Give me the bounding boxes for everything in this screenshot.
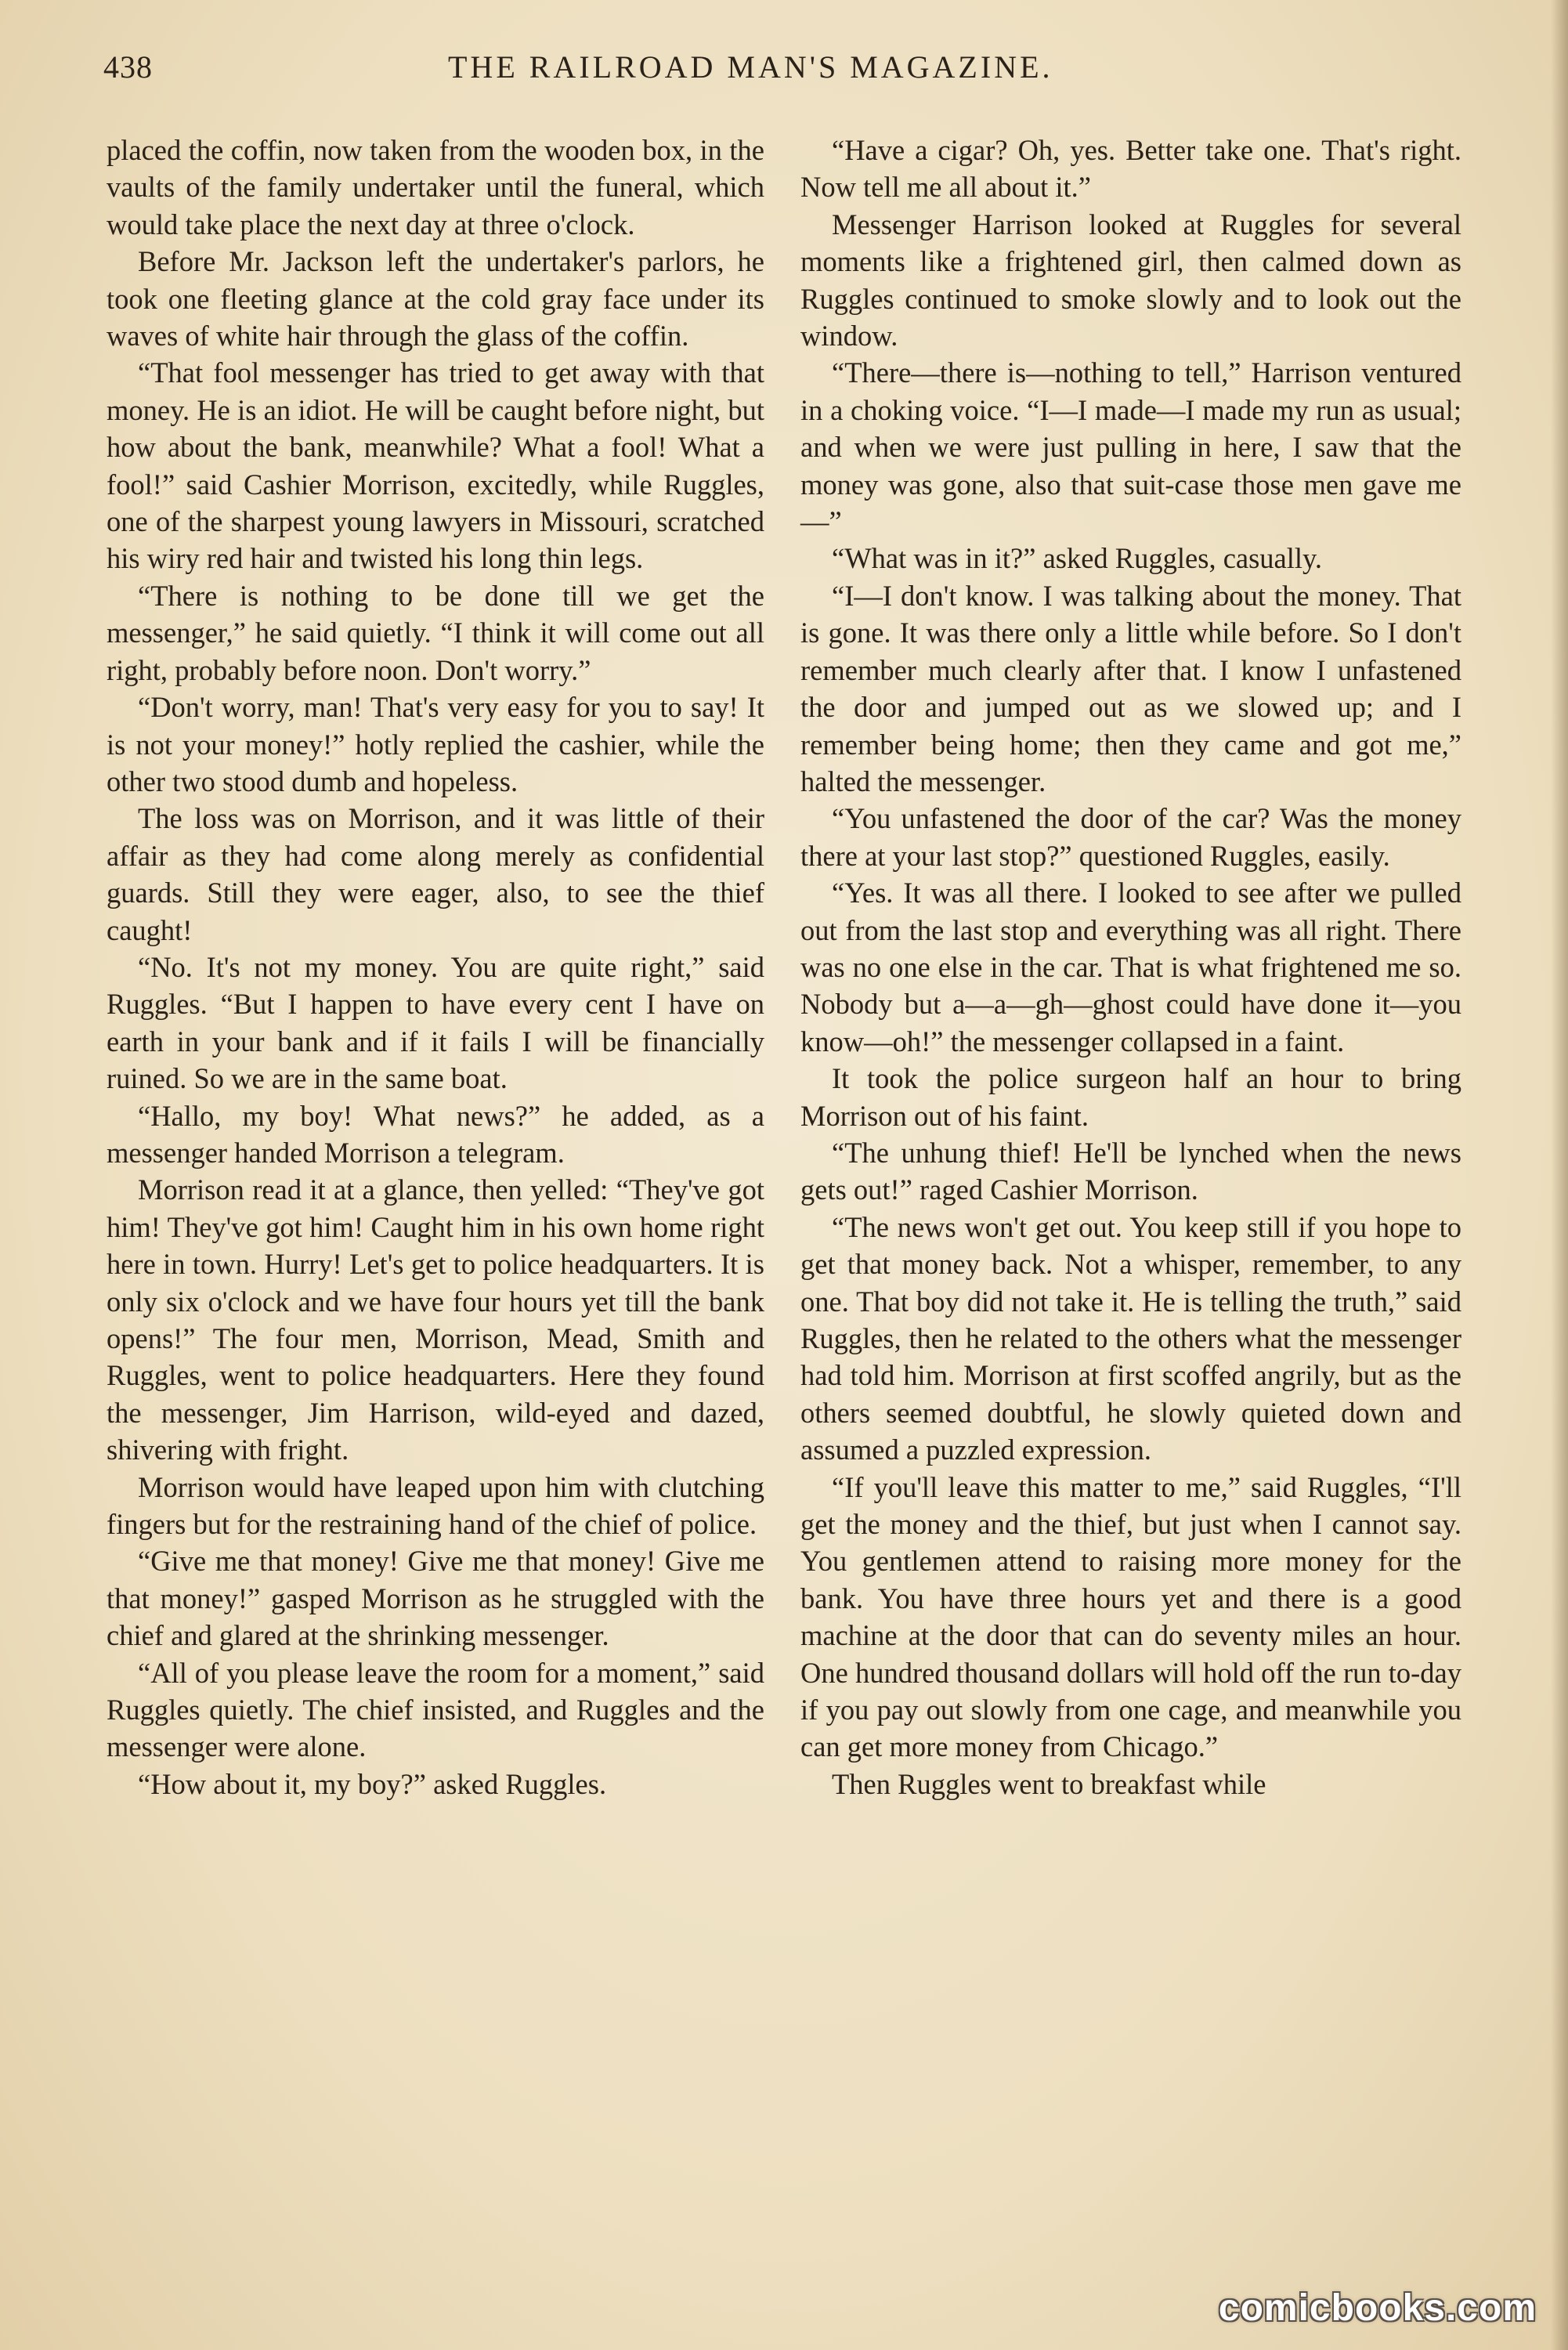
paragraph: Messenger Harrison looked at Ruggles for several moments like a frightened girl, then calmed down as Ruggles continued to smoke slowly and to look out the window. — [800, 208, 1461, 352]
page-edge-shadow — [1551, 0, 1568, 2350]
paragraph: “Have a cigar? Oh, yes. Better take one. That's right. Now tell me all about it.” — [800, 134, 1461, 204]
right-text-column — [800, 132, 1461, 1802]
paragraph: “You unfastened the door of the car? Was the money there at your last stop?” questioned Ruggles, easily. — [800, 802, 1461, 872]
paragraph: Morrison read it at a glance, then yelled: “They've got him! They've got him! Caught him in his own home right here in town. Hurry! Let's get to police headquarters. It is only six o'clock and we have four hours yet till the bank opens!” The four men, Morrison, Mead, Smith and Ruggles, went to police headquarters. Here they found the messenger, Jim Harrison, wild-eyed and dazed, shivering with fright. — [107, 1173, 764, 1466]
paragraph: Morrison would have leaped upon him with clutching fingers but for the restraining hand of the chief of police. — [107, 1470, 764, 1541]
paragraph: “The unhung thief! He'll be lynched when the news gets out!” raged Cashier Morrison. — [800, 1136, 1461, 1206]
page-number: 438 — [103, 49, 153, 85]
paragraph: “I—I don't know. I was talking about the money. That is gone. It was there only a little while before. So I don't remember much clearly after that. I know I unfastened the door and jumped out as we slowed up; and I remember being home; then they came and got me,” halted the messenger. — [800, 579, 1461, 797]
left-text-column — [107, 132, 764, 1802]
paragraph: placed the coffin, now taken from the wooden box, in the vaults of the family undertaker until the funeral, which would take place the next day at three o'clock. — [107, 134, 764, 240]
paragraph: The loss was on Morrison, and it was little of their affair as they had come along merely as confidential guards. Still they were eager, also, to see the thief caught! — [107, 802, 764, 946]
paragraph: “If you'll leave this matter to me,” said Ruggles, “I'll get the money and the thief, but just when I cannot say. You gentlemen attend to raising more money for the bank. You have three hours yet and there is a good machine at the door that can do seventy miles an hour. One hundred thousand dollars will hold off the run to-day if you pay out slowly from one cage, and meanwhile you can get more money from Chicago.” — [800, 1470, 1461, 1763]
paragraph: “There—there is—nothing to tell,” Harrison ventured in a choking voice. “I—I made—I made my run as usual; and when we were just pulling in here, I saw that the money was gone, also that suit-case those men gave me—” — [800, 356, 1461, 538]
paragraph: “How about it, my boy?” asked Ruggles. — [138, 1767, 607, 1800]
running-title: THE RAILROAD MAN'S MAGAZINE. — [448, 49, 1053, 85]
paragraph: “Give me that money! Give me that money! Give me that money!” gasped Morrison as he struggled with the chief and glared at the shrinking messenger. — [107, 1545, 764, 1652]
paragraph: “Yes. It was all there. I looked to see after we pulled out from the last stop and everything was all right. There was no one else in the car. That is what frightened me so. Nobody but a—a—gh—ghost could have done it—you know—oh!” the messenger collapsed in a faint. — [800, 877, 1461, 1058]
paragraph: Then Ruggles went to breakfast while — [832, 1767, 1266, 1800]
paragraph: It took the police surgeon half an hour to bring Morrison out of his faint. — [800, 1062, 1461, 1132]
paragraph: “That fool messenger has tried to get away with that money. He is an idiot. He will be caught before night, but how about the bank, meanwhile? What a fool! What a fool!” said Cashier Morrison, excitedly, while Ruggles, one of the sharpest young lawyers in Missouri, scratched his wiry red hair and twisted his long thin legs. — [107, 356, 764, 575]
paragraph: “Don't worry, man! That's very easy for you to say! It is not your money!” hotly replied the cashier, while the other two stood dumb and hopeless. — [107, 691, 764, 797]
paragraph: “The news won't get out. You keep still if you hope to get that money back. Not a whisper, remember, to any one. That boy did not take it. He is telling the truth,” said Ruggles, then he related to the others what the messenger had told him. Morrison at first scoffed angrily, but as the others seemed doubtful, he slowly quieted down and assumed a puzzled expression. — [800, 1210, 1461, 1466]
paragraph: “There is nothing to be done till we get the messenger,” he said quietly. “I think it will come out all right, probably before noon. Don't worry.” — [107, 579, 764, 686]
paragraph: “What was in it?” asked Ruggles, casually. — [832, 542, 1323, 575]
paragraph: “Hallo, my boy! What news?” he added, as a messenger handed Morrison a telegram. — [107, 1099, 764, 1169]
watermark: comicbooks.com — [1218, 2287, 1537, 2329]
page-header — [103, 49, 1466, 96]
paragraph: “All of you please leave the room for a moment,” said Ruggles quietly. The chief insisted, and Ruggles and the messenger were alone. — [107, 1656, 764, 1763]
paragraph: “No. It's not my money. You are quite right,” said Ruggles. “But I happen to have every cent I have on earth in your bank and if it fails I will be financially ruined. So we are in the same boat. — [107, 950, 764, 1095]
paragraph: Before Mr. Jackson left the undertaker's parlors, he took one fleeting glance at the cold gray face under its waves of white hair through the glass of the coffin. — [107, 245, 764, 352]
